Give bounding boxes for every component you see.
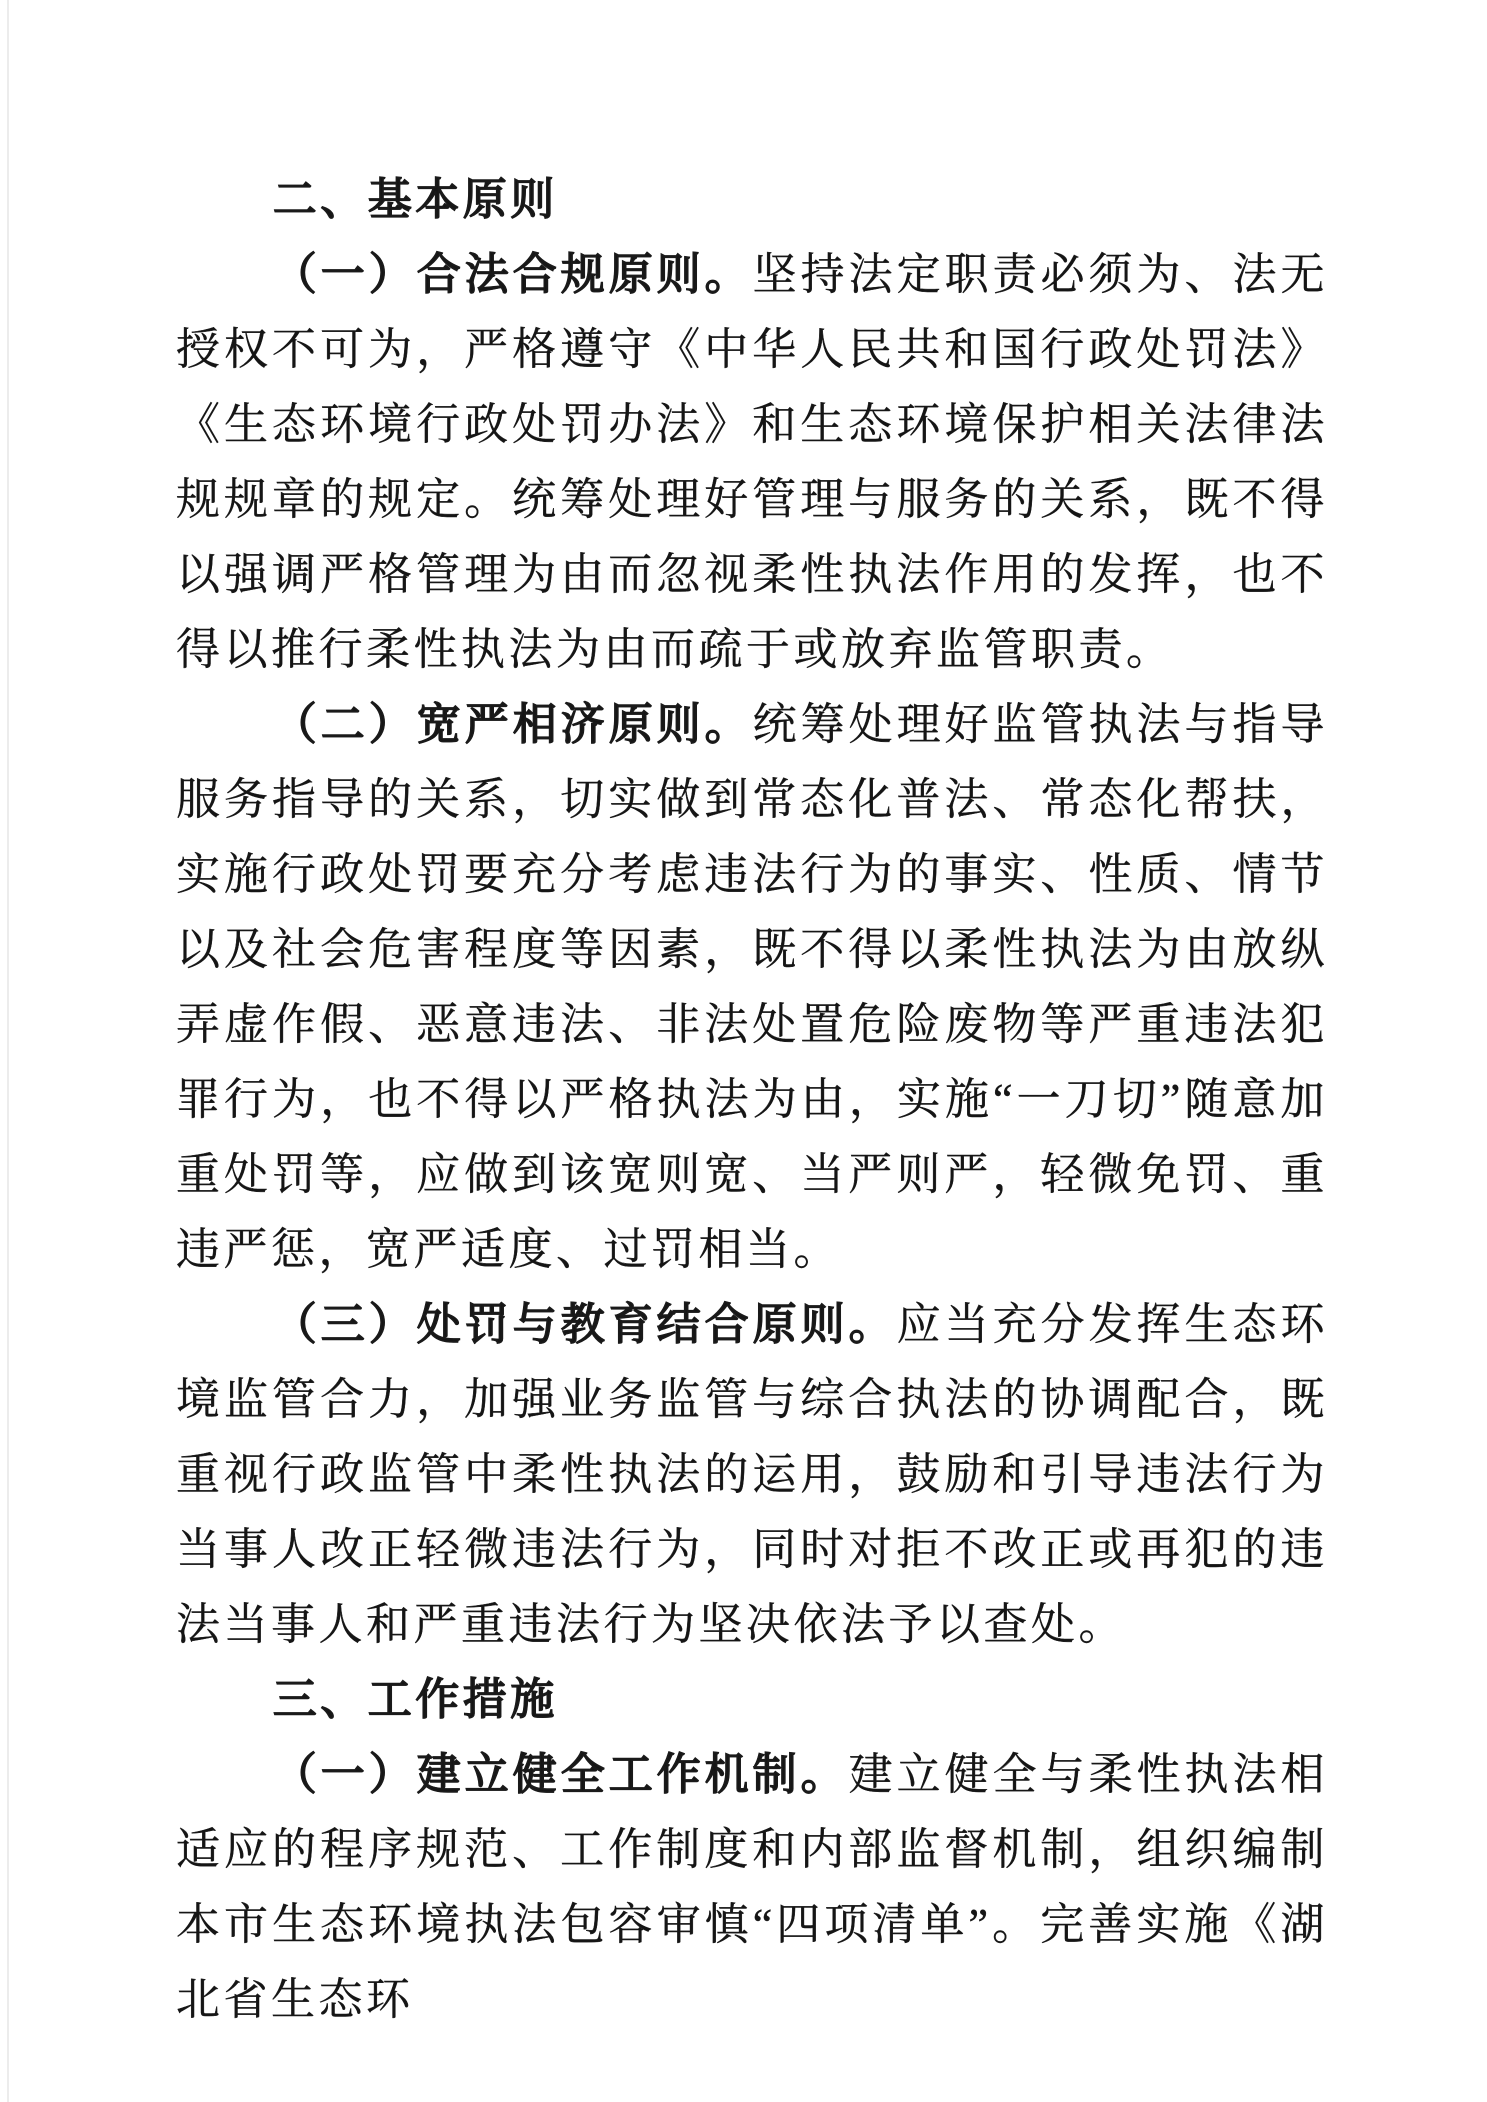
document-body (176, 162, 1328, 2037)
paragraph-measure-1 (176, 1737, 1328, 2037)
paragraph-principle-2 (176, 687, 1328, 1287)
paragraph-measure-1-text: 建立健全与柔性执法相适应的程序规范、工作制度和内部监督机制，组织编制本市生态环境执法包容审慎“四项清单”。完善实施《湖北省生态环 (176, 1750, 1329, 2024)
paragraph-principle-3-lead: （三）处罚与教育结合原则。 (272, 1300, 897, 1349)
paragraph-principle-1-text: 坚持法定职责必须为、法无授权不可为，严格遵守《中华人民共和国行政处罚法》《生态环境行政处罚办法》和生态环境保护相关法律法规规章的规定。统筹处理好管理与服务的关系，既不得以强调严格管理为由而忽视柔性执法作用的发挥，也不得以推行柔性执法为由而疏于或放弃监管职责。 (176, 250, 1328, 674)
paragraph-principle-1-lead: （一）合法合规原则。 (272, 250, 753, 299)
paragraph-principle-2-text: 统筹处理好监管执法与指导服务指导的关系，切实做到常态化普法、常态化帮扶，实施行政处罚要充分考虑违法行为的事实、性质、情节以及社会危害程度等因素，既不得以柔性执法为由放纵弄虚作假、恶意违法、非法处置危险废物等严重违法犯罪行为，也不得以严格执法为由，实施“一刀切”随意加重处罚等，应做到该宽则宽、当严则严，轻微免罚、重违严惩，宽严适度、过罚相当。 (176, 700, 1328, 1274)
section-heading-work-measures: 三、工作措施 (272, 1675, 558, 1724)
paragraph-principle-3 (176, 1287, 1328, 1662)
scan-edge-artifact (7, 0, 9, 2102)
paragraph-principle-2-lead: （二）宽严相济原则。 (272, 700, 753, 749)
paragraph-principle-3-text: 应当充分发挥生态环境监管合力，加强业务监管与综合执法的协调配合，既重视行政监管中柔性执法的运用，鼓励和引导违法行为当事人改正轻微违法行为，同时对拒不改正或再犯的违法当事人和严重违法行为坚决依法予以查处。 (176, 1300, 1329, 1649)
paragraph-measure-1-lead: （一）建立健全工作机制。 (272, 1750, 849, 1799)
paragraph-principle-1 (176, 237, 1328, 687)
section-heading-basic-principles: 二、基本原则 (272, 175, 558, 224)
